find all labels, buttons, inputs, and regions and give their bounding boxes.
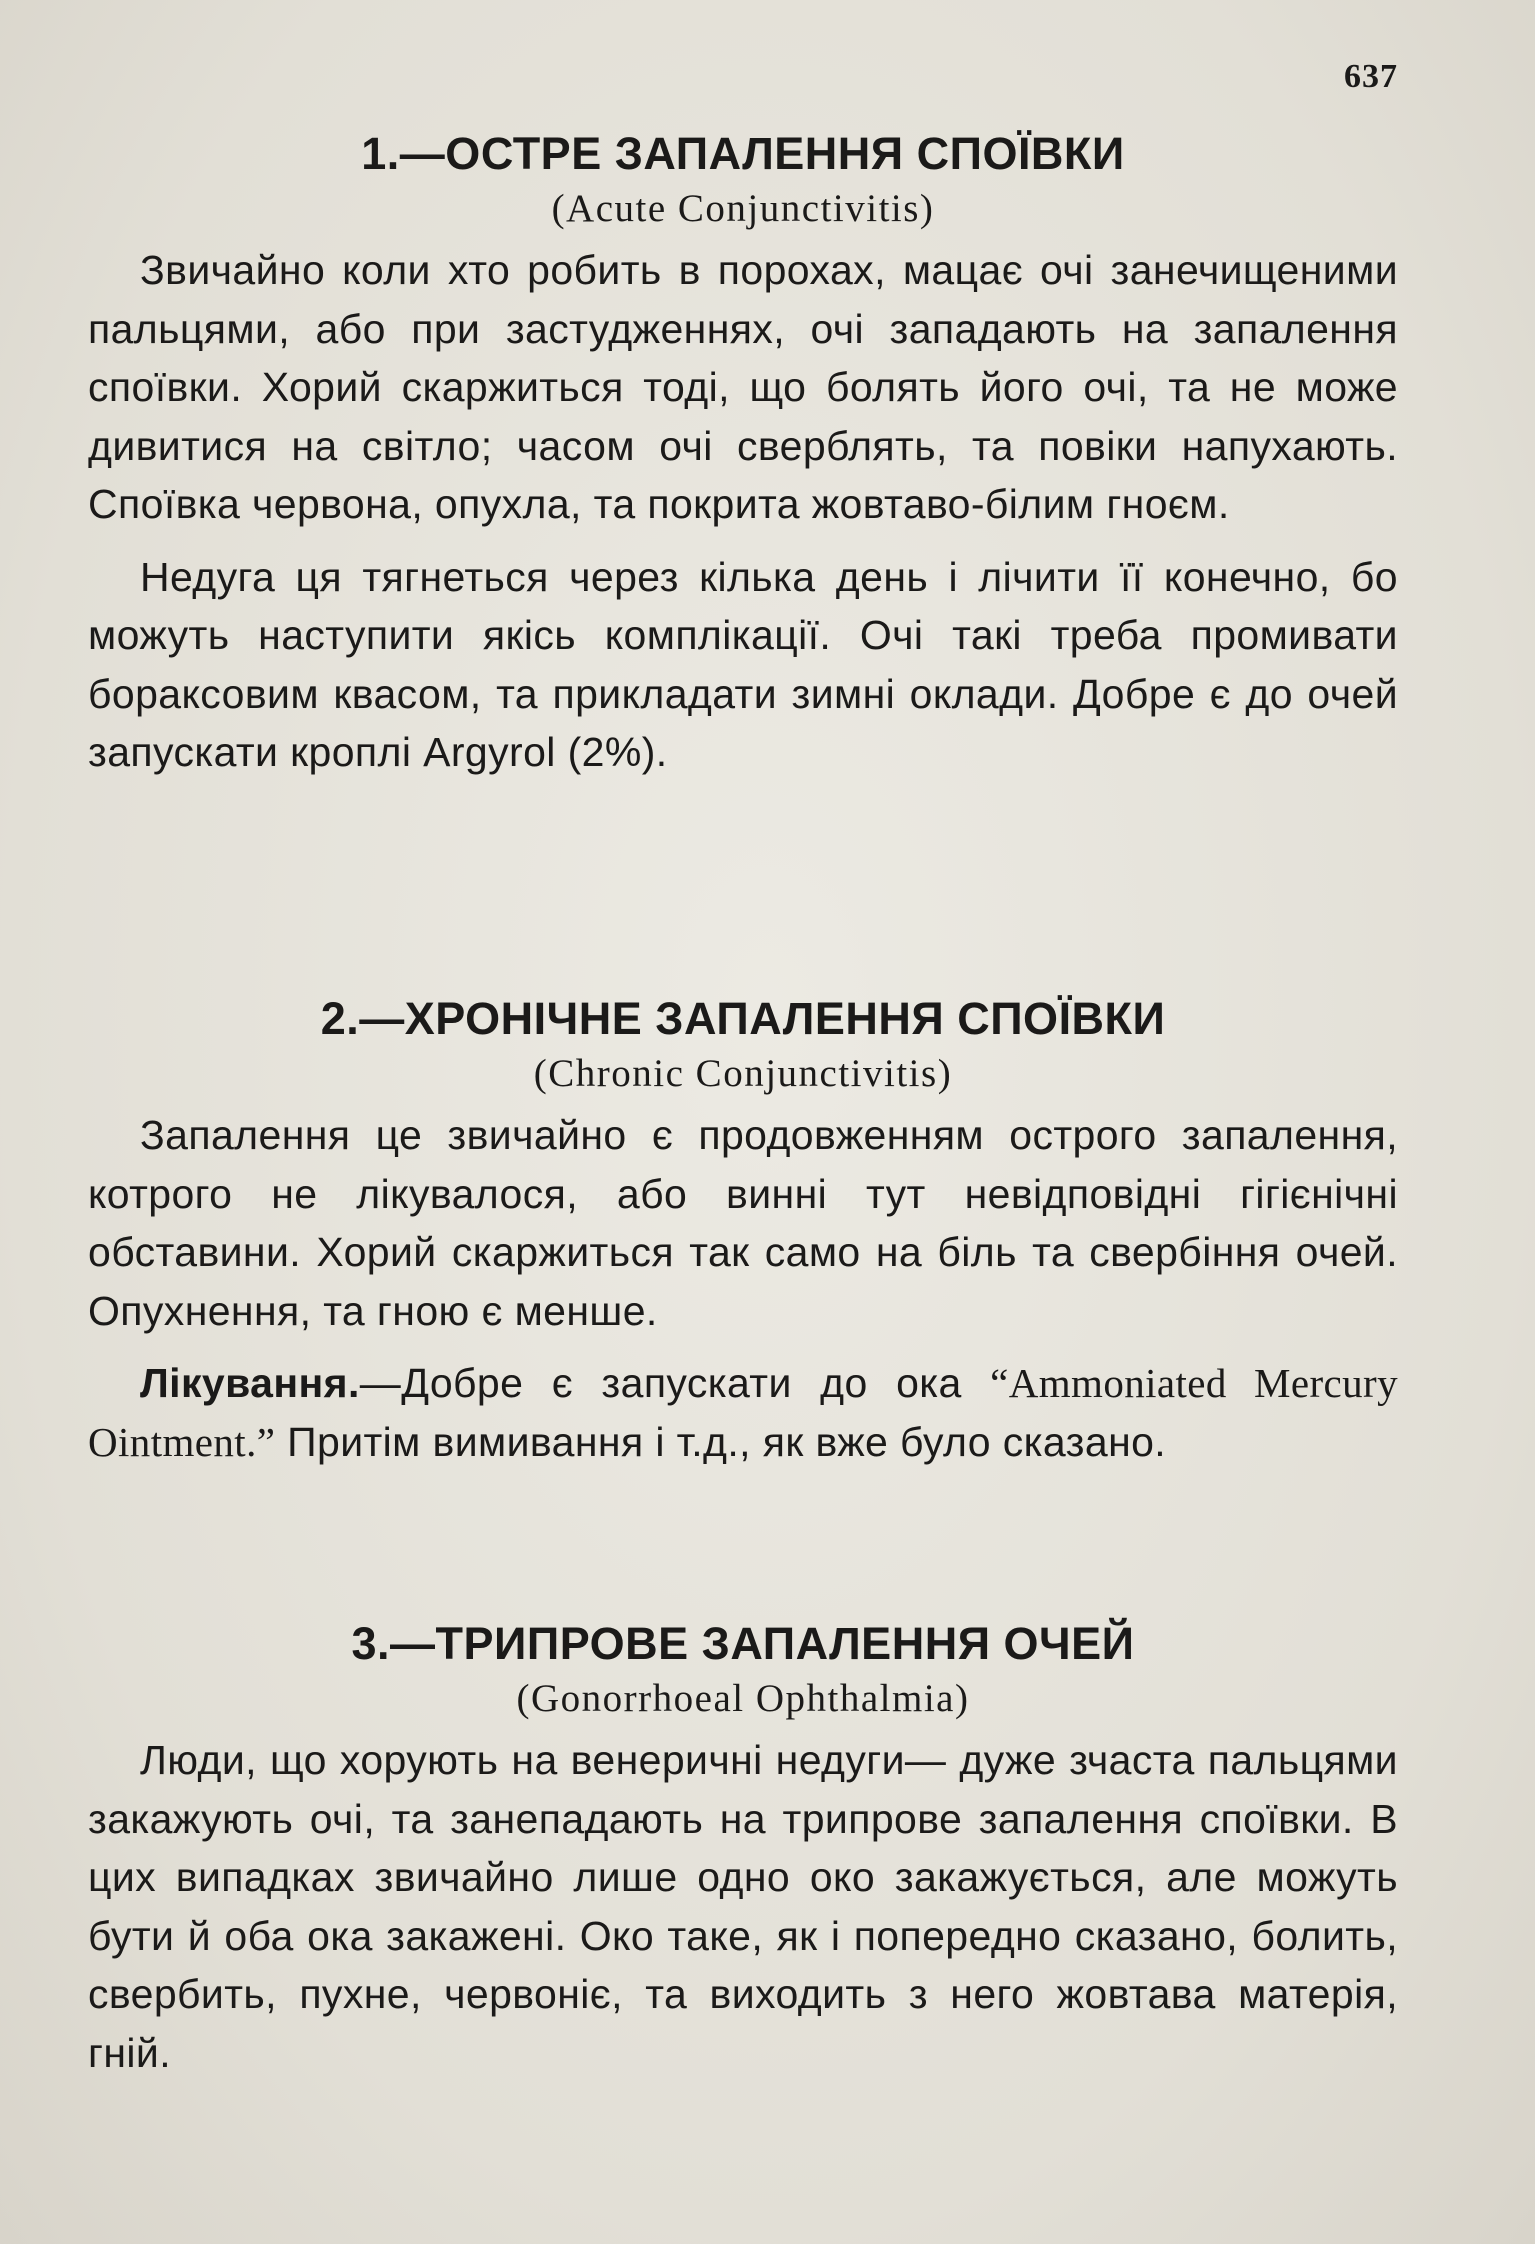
treatment-text-end: Притім вимивання і т.д., як вже було сказано. <box>275 1418 1167 1465</box>
page-number: 637 <box>1344 58 1398 95</box>
section-gonorrhoeal-ophthalmia <box>88 1615 1398 2082</box>
paragraph: Недуга ця тягнеться через кілька день і лічити її конечно, бо можуть наступити якісь комплікації. Очі такі треба промивати бораксовим квасом, та прикладати зимні оклади. Добре є до очей запускати кроплі Argyrol (2%). <box>88 553 1398 775</box>
section-title: 3.—ТРИПРОВЕ ЗАПАЛЕННЯ ОЧЕЙ <box>351 1618 1135 1669</box>
paragraph: Люди, що хорують на венеричні недуги— дуже зчаста пальцями закажують очі, та занепадають на трипрове запалення споївки. В цих випадках звичайно лише одно око закажується, але можуть бути й оба ока закажені. Око таке, як і попередно сказано, болить, свербить, пухне, червоніє, та виходить з него жовтава матерія, гній. <box>88 1737 1398 2076</box>
section-title: 1.—ОСТРЕ ЗАПАЛЕННЯ СПОЇВКИ <box>361 128 1125 179</box>
paragraph: Запалення це звичайно є продовженням острого запалення, котрого не лікувалося, або винні тут невідповідні гігієнічні обставини. Хорий скаржиться так само на біль та свербіння очей. Опухнення, та гною є менше. <box>88 1112 1398 1334</box>
treatment-label: Лікування. <box>140 1360 360 1406</box>
treatment-paragraph <box>88 1354 1398 1471</box>
section-subtitle: (Chronic Conjunctivitis) <box>533 1052 953 1095</box>
section-chronic-conjunctivitis <box>88 990 1398 1471</box>
section-subtitle: (Acute Conjunctivitis) <box>551 187 935 230</box>
paragraph: Звичайно коли хто робить в порохах, мацає очі занечищеними пальцями, або при застудженнях, очі западають на запалення споївки. Хорий скаржиться тоді, що болять його очі, та не може дивитися на світло; часом очі сверблять, та повіки напухають. Споївка червона, опухла, та покрита жовтаво-білим гноєм. <box>88 247 1398 527</box>
section-acute-conjunctivitis <box>88 125 1398 782</box>
medication-name: “Ammoniated Mercury Ointment.” <box>88 1360 1398 1465</box>
section-subtitle: (Gonorrhoeal Ophthalmia) <box>516 1677 970 1720</box>
section-title: 2.—ХРОНІЧНЕ ЗАПАЛЕННЯ СПОЇВКИ <box>320 993 1166 1044</box>
treatment-text: —Добре є запускати до ока <box>359 1360 991 1406</box>
